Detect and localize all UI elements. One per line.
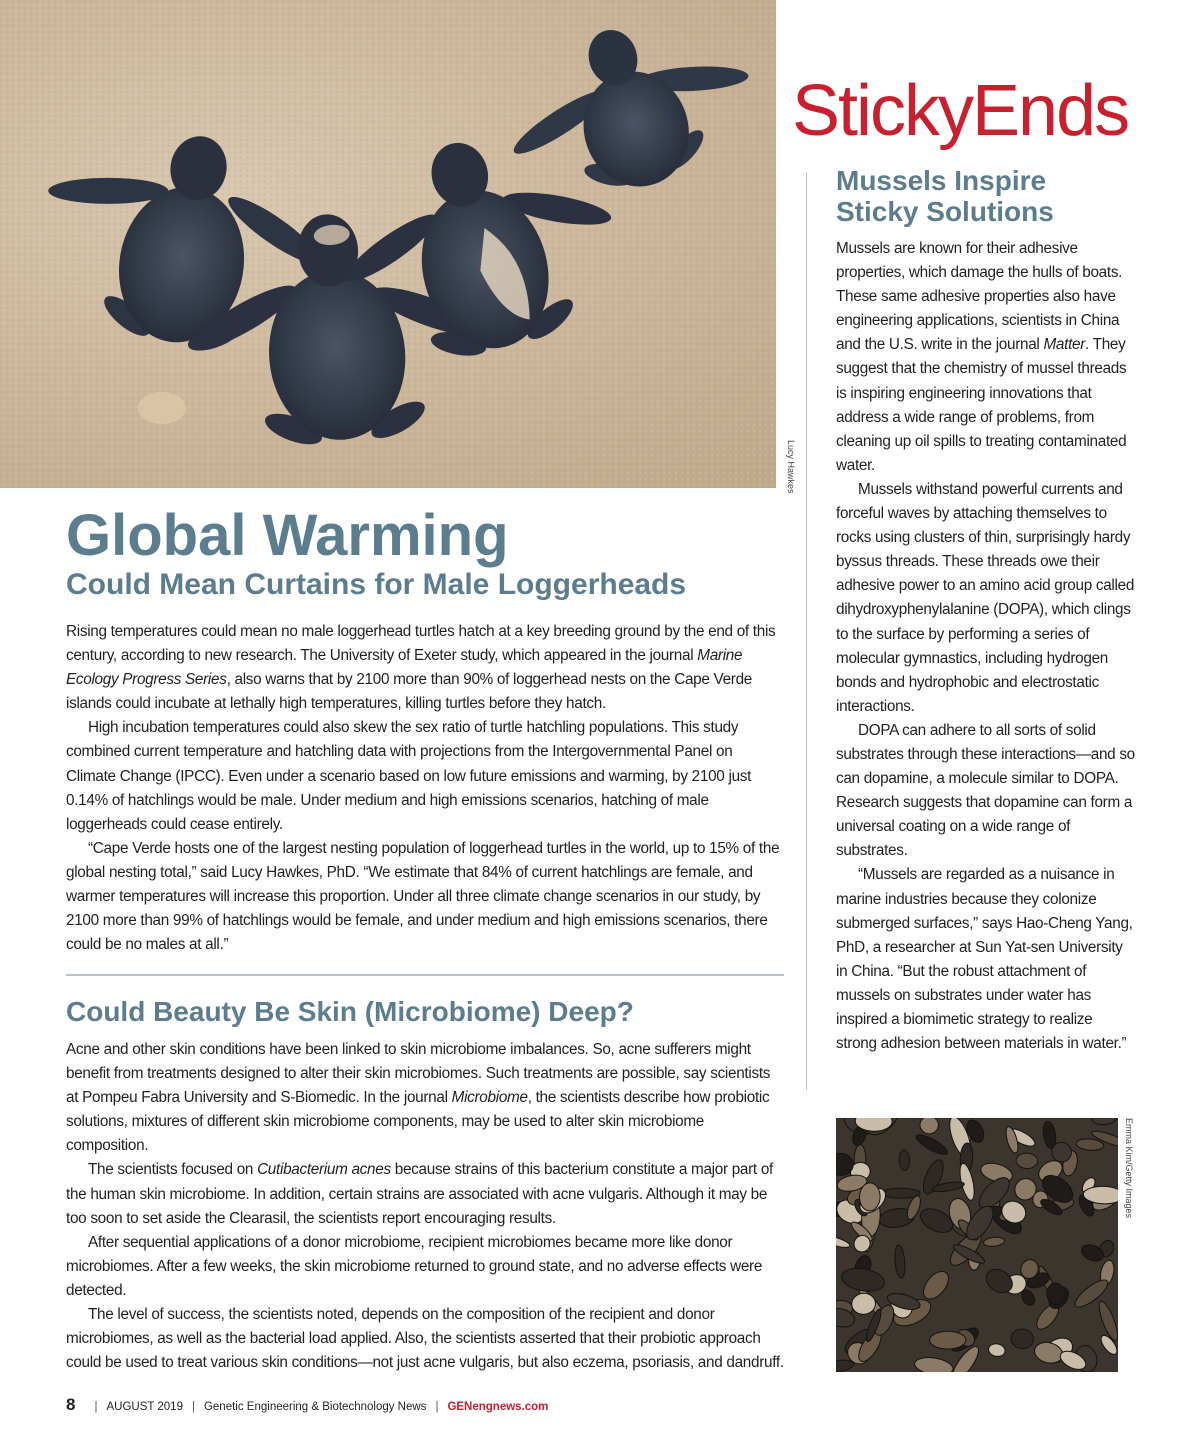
mussel-shell xyxy=(851,1292,877,1315)
publication-name: Genetic Engineering & Biotechnology News xyxy=(203,1401,427,1413)
issue-date: AUGUST 2019 xyxy=(106,1401,183,1413)
photo-credit-turtles: Lucy Hawkes xyxy=(786,440,796,494)
column-rule xyxy=(806,172,807,1090)
mussel-shell xyxy=(913,1355,954,1372)
article-body-mussels xyxy=(836,237,1136,1056)
section-title: StickyEnds xyxy=(792,71,1129,151)
headline-microbiome: Could Beauty Be Skin (Microbiome) Deep? xyxy=(66,996,634,1027)
paragraph: The scientists focused on Cutibacterium acnes because strains of this bacterium constitute a major part of the human skin microbiome. In addition, certain strains are associated with acne vulgaris. Although it may be too soon to set aside the Clearasil, the scientists report encouraging results. xyxy=(66,1161,773,1227)
headline-global-warming: Global Warming xyxy=(66,503,509,568)
section-divider xyxy=(66,974,784,976)
paragraph: “Mussels are regarded as a nuisance in marine industries because they colonize submerged surfaces,” says Hao-Cheng Yang, PhD, a researcher at Sun Yat-sen University in China. “But the robust attachment of mussels on substrates under water has inspired a biomimetic strategy to realize strong adhesion between materials in water.” xyxy=(836,866,1133,1053)
mussel-shell xyxy=(859,1183,881,1212)
paragraph: “Cape Verde hosts one of the largest nesting population of loggerhead turtles in the world, up to 15% of the global nesting total,” said Lucy Hawkes, PhD. “We estimate that 84% of current hatchlings are female, and warmer temperatures will increase this proportion. Under all three climate change scenarios in our study, by 2100 more than 99% of hatchlings would be female, and under medium and high emissions scenarios, there could be no males at all.” xyxy=(66,839,780,954)
mussel-shell xyxy=(899,1150,910,1171)
mussel-shell xyxy=(1010,1328,1034,1350)
journal-title: Marine Ecology Progress Series xyxy=(66,647,743,689)
mussel-shell xyxy=(919,1118,940,1135)
paragraph: After sequential applications of a donor microbiome, recipient microbiomes became more like donor microbiomes. After a few weeks, the skin microbiome returned to ground state, and no adverse effects were detected. xyxy=(66,1233,763,1299)
page-number: 8 xyxy=(66,1395,76,1414)
turtle-hatchlings-photo xyxy=(0,0,776,488)
mussel-shell xyxy=(930,1331,966,1349)
paragraph: Acne and other skin conditions have been linked to skin microbiome imbalances. So, acne sufferers might benefit from treatments designed to alter their skin microbiomes. Such treatments are possible, say scientists at Pompeu Fabra University and S-Biomedic. In the journal Microbiome, the scientists describe how probiotic solutions, mixtures of different skin microbiome components, may be used to alter skin microbiome composition. xyxy=(66,1041,771,1155)
page-footer xyxy=(66,1395,548,1415)
paragraph: The level of success, the scientists noted, depends on the composition of the recipient and donor microbiomes, as well as the bacterial load applied. Also, the scientists asserted that their probiotic approach could be used to treat various skin conditions—not just acne vulgaris, but also eczema, psoriasis, and dandruff. xyxy=(66,1306,784,1372)
mussel-shell xyxy=(1016,1153,1038,1170)
headline-mussels: Mussels Inspire Sticky Solutions xyxy=(836,165,1054,227)
mussel-shell xyxy=(987,1342,1006,1357)
mussel-shell xyxy=(1091,1118,1116,1125)
mussels-photo xyxy=(836,1118,1118,1372)
paragraph: Mussels are known for their adhesive properties, which damage the hulls of boats. These same adhesive properties also have engineering applications, scientists in China and the U.S. write in the journal Matter. They suggest that the chemistry of mussel threads is inspiring engineering innovations that address a wide range of problems, from cleaning up oil spills to treating contaminated water. xyxy=(836,240,1127,474)
website-link[interactable]: GENengnews.com xyxy=(447,1401,549,1413)
footer-separator: | xyxy=(94,1401,98,1413)
mussel-shell xyxy=(919,1267,954,1304)
mussel-shell xyxy=(840,1265,887,1294)
paragraph: DOPA can adhere to all sorts of solid substrates through these interactions—and so can dopamine, a molecule similar to DOPA. Research suggests that dopamine can form a universal coating on a wide range of substrates. xyxy=(836,721,1135,860)
species-name: Cutibacterium acnes xyxy=(257,1161,391,1179)
mussel-shell xyxy=(914,1132,950,1158)
journal-title: Microbiome xyxy=(451,1089,528,1107)
footer-separator: | xyxy=(435,1401,439,1413)
paragraph: Mussels withstand powerful currents and forceful waves by attaching themselves to rocks using clusters of thin, surprisingly hardy byssus threads. These threads owe their adhesive power to an amino acid group called dihydroxyphenylalanine (DOPA), which clings to the surface by performing a series of molecular gymnastics, including hydrogen bonds and hydrophobic and electrostatic interactions. xyxy=(836,480,1135,715)
paragraph: High incubation temperatures could also skew the sex ratio of turtle hatchling populations. This study combined current temperature and hatchling data with projections from the Intergovernmental Panel on Climate Change (IPCC). Even under a scenario based on low future emissions and warming, by 2100 just 0.14% of hatchlings would be male. Under medium and high emissions scenarios, hatching of male loggerheads could cease entirely. xyxy=(66,719,752,833)
mussel-shell xyxy=(894,1245,906,1279)
mussel-shell xyxy=(882,1188,920,1198)
article-body-microbiome xyxy=(66,1038,786,1375)
article-body-turtles xyxy=(66,620,786,957)
journal-title: Matter xyxy=(1043,336,1086,354)
paragraph: Rising temperatures could mean no male loggerhead turtles hatch at a key breeding ground by the end of this century, according to new research. The University of Exeter study, which appeared in the journal Marine Ecology Progress Series, also warns that by 2100 more than 90% of loggerhead nests on the Cape Verde islands could incubate at lethally high temperatures, killing turtles before they hatch. xyxy=(66,623,776,713)
photo-credit-mussels: Emma Kim/Getty Images xyxy=(1124,1118,1134,1219)
footer-separator: | xyxy=(191,1401,195,1413)
mussel-shell xyxy=(983,1236,1005,1247)
mussel-shell xyxy=(836,1234,851,1250)
subhead-loggerheads: Could Mean Curtains for Male Loggerheads xyxy=(66,568,687,601)
